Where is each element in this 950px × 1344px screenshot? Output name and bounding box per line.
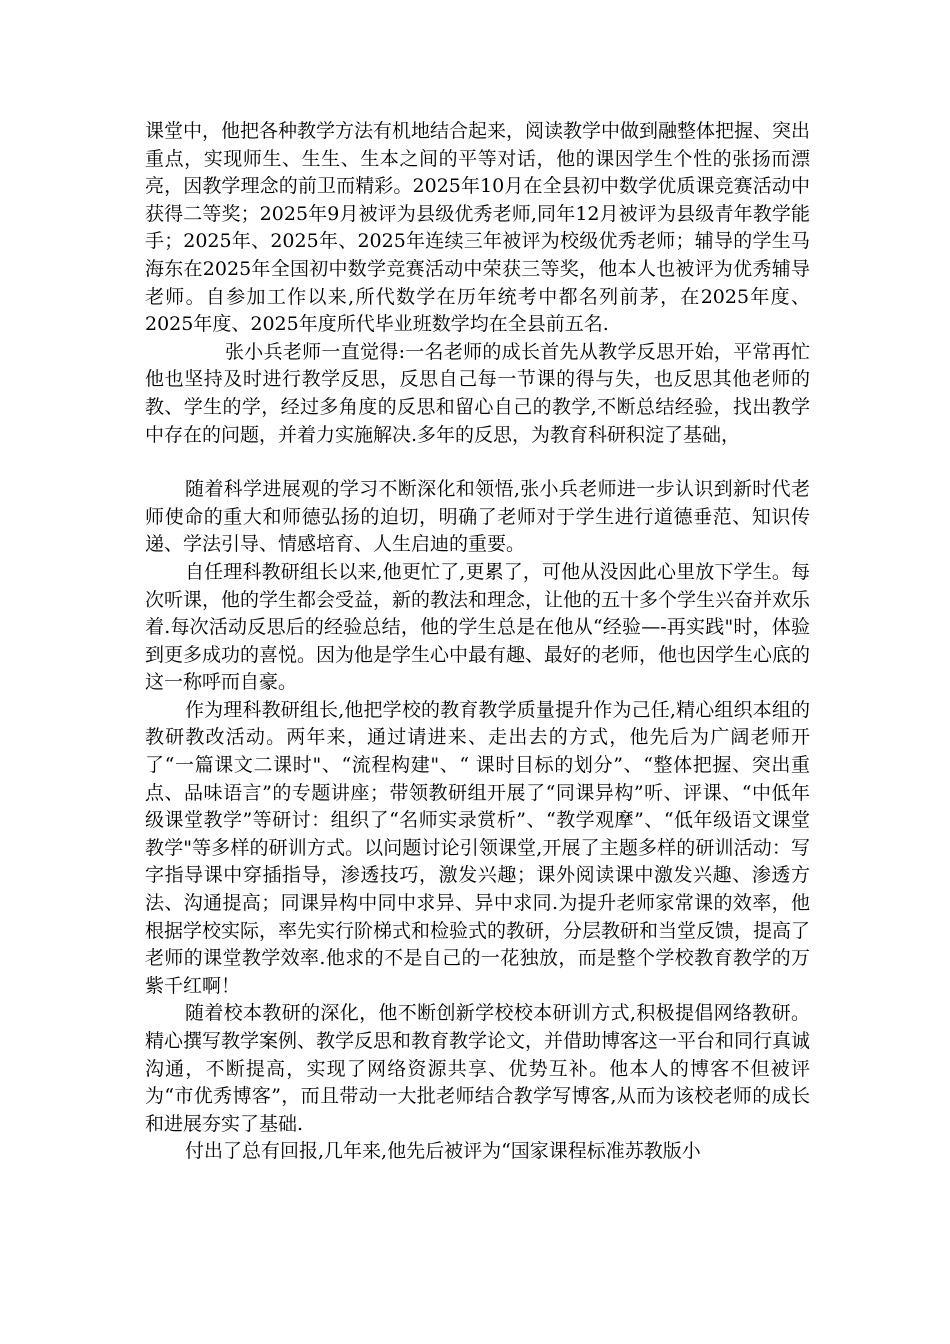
paragraph-gap (145, 449, 810, 476)
paragraph-ethics: 随着科学进展观的学习不断深化和领悟,张小兵老师进一步认识到新时代老师使命的重大和师德弘扬的迫切，明确了老师对于学生进行道德垂范、知识传递、学法引导、情感培育、人生启迪的重要。 (145, 478, 810, 556)
paragraph-online-research: 随着校本教研的深化，他不断创新学校校本研训方式,积极提倡网络教研。精心撰写教学案例、教学反思和教育教学论文，并借助博客这一平台和同行真诚沟通，不断提高，实现了网络资源共享、优势互补。他本人的博客不但被评为“市优秀博客”，而且带动一大批老师结合教学写博客,从而为该校老师的成长和进展夯实了基础. (145, 1002, 811, 1135)
paragraph-reflection: 张小兵老师一直觉得:一名老师的成长首先从教学反思开始，平常再忙他也坚持及时进行教学反思，反思自己每一节课的得与失，也反思其他老师的教、学生的学，经过多角度的反思和留心自己的教学,不断总结经验，找出教学中存在的问题，并着力实施解决.多年的反思，为教育科研积淀了基础， (145, 340, 810, 446)
paragraph-group-leader: 自任理科教研组长以来,他更忙了,更累了，可他从没因此心里放下学生。每次听课，他的学生都会受益，新的教法和理念，让他的五十多个学生兴奋并欢乐着.每次活动反思后的经验总结，他的学生总是在他从“经验—-再实践"时，体验到更多成功的喜悦。因为他是学生心中最有趣、最好的老师，他也因学生心底的这一称呼而自豪。 (145, 560, 811, 694)
paragraph-teaching-research: 作为理科教研组长,他把学校的教育教学质量提升作为己任,精心组织本组的教研教改活动。两年来，通过请进来、走出去的方式，他先后为广阔老师开了“一篇课文二课时"、“流程构建"、“ 课时目标的划分”、“整体把握、突出重点、品味语言”的专题讲座；带领教研组开展了“同课异构”听、评课、“中低年级课堂教学”等研讨：组织了“名师实录赏析”、“教学观摩”、“低年级语文课堂教学"等多样的研训方式。以问题讨论引领课堂,开展了主题多样的研训活动：写字指导课中穿插指导，渗透技巧，激发兴趣；课外阅读课中激发兴趣、渗透方法、沟通提高；同课异构中同中求异、异中求同.为提升老师家常课的效率，他根据学校实际，率先实行阶梯式和检验式的教研，分层教研和当堂反馈，提高了老师的课堂教学效率.他求的不是自己的一花独放，而是整个学校教育教学的万紫千红啊！ (145, 698, 811, 997)
paragraph-honors: 付出了总有回报,几年来,他先后被评为“国家课程标准苏教版小 (185, 1140, 701, 1163)
paragraph-achievements: 课堂中，他把各种教学方法有机地结合起来，阅读教学中做到融整体把握、突出重点，实现师生、生生、生本之间的平等对话，他的课因学生个性的张扬而漂亮，因教学理念的前卫而精彩。2025年10月在全县初中数学优质课竞赛活动中获得二等奖；2025年9月被评为县级优秀老师,同年12月被评为县级青年教学能手；2025年、2025年、2025年连续三年被评为校级优秀老师；辅导的学生马海东在2025年全国初中数学竞赛活动中荣获三等奖，他本人也被评为优秀辅导老师。自参加工作以来,所代数学在历年统考中都名列前茅，在2025年度、2025年度、2025年度所代毕业班数学均在全县前五名. (145, 120, 811, 336)
document-body (145, 118, 810, 1166)
